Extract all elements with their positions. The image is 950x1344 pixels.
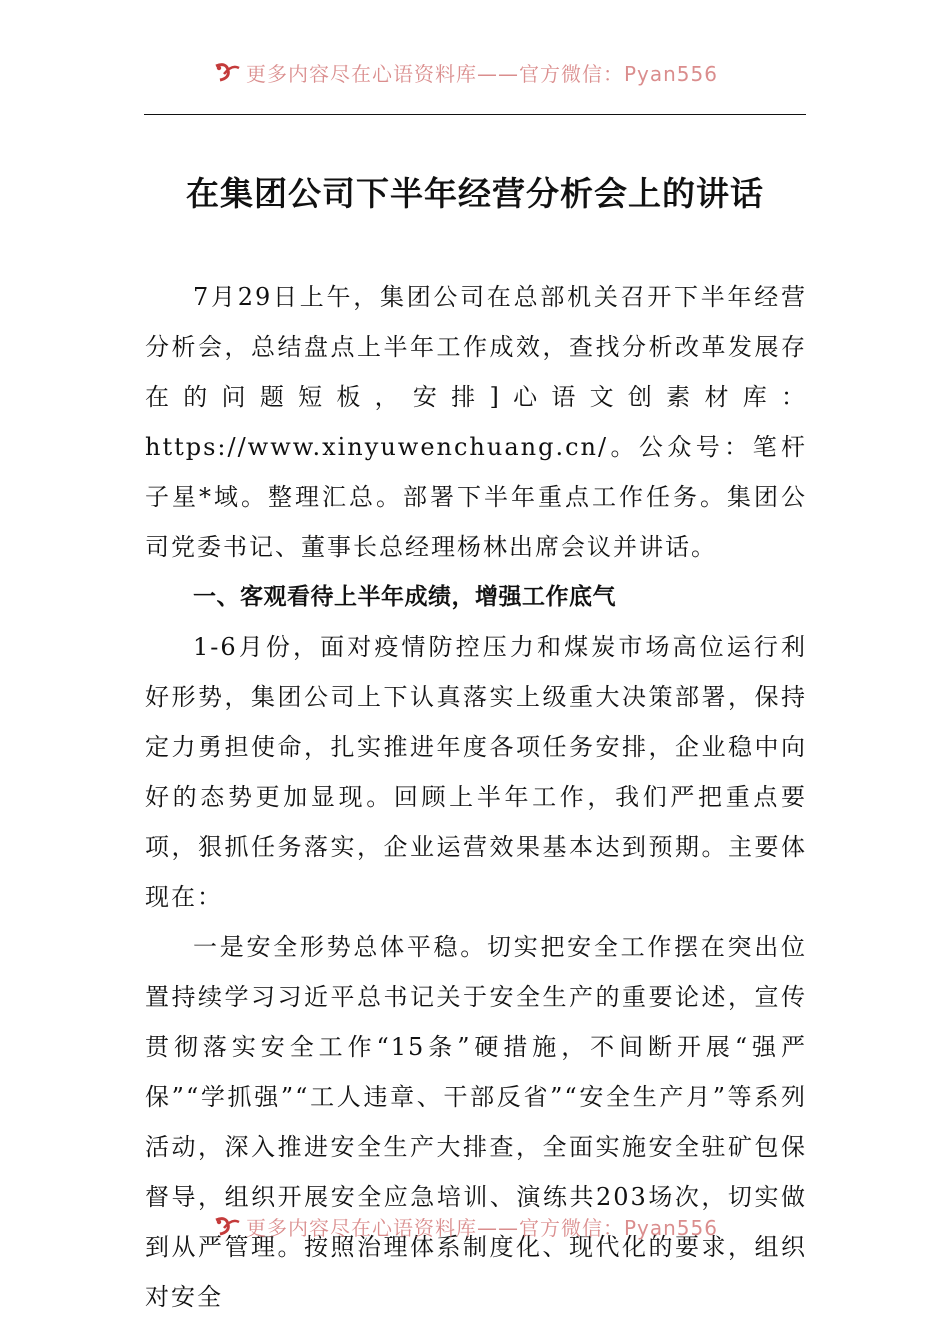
section-heading-1: 一、客观看待上半年成绩，增强工作底气 <box>193 584 616 610</box>
watermark-text: 更多内容尽在心语资料库——官方微信：Pyan556 <box>245 1215 718 1240</box>
watermark-logo-icon <box>212 60 242 84</box>
watermark-logo-icon <box>212 1214 242 1238</box>
header-rule <box>144 114 806 115</box>
header-watermark <box>0 52 950 92</box>
paragraph-intro: 7月29日上午，集团公司在总部机关召开下半年经营分析会，总结盘点上半年工作成效，查找分析改革发展存在的问题短板，安排]心语文创素材库：https://www.xinyuwenchuang.cn/。公众号：笔杆子星*域。整理汇总。部署下半年重点工作任务。集团公司党委书记、董事长总经理杨林出席会议并讲话。 <box>145 283 807 561</box>
paragraph-overview: 1-6月份，面对疫情防控压力和煤炭市场高位运行利好形势，集团公司上下认真落实上级重大决策部署，保持定力勇担使命，扎实推进年度各项任务安排，企业稳中向好的态势更加显现。回顾上半年工作，我们严把重点要项，狠抓任务落实，企业运营效果基本达到预期。主要体现在： <box>145 633 807 911</box>
document-title: 在集团公司下半年经营分析会上的讲话 <box>186 174 764 213</box>
footer-watermark <box>0 1206 950 1246</box>
paragraph-safety: 一是安全形势总体平稳。切实把安全工作摆在突出位置持续学习习近平总书记关于安全生产的重要论述，宣传贯彻落实安全工作“15条”硬措施，不间断开展“强严保”“学抓强”“工人违章、干部反省”“安全生产月”等系列活动，深入推进安全生产大排查，全面实施安全驻矿包保督导，组织开展安全应急培训、演练共203场次，切实做到从严管理。按照治理体系制度化、现代化的要求，组织对安全 <box>145 933 807 1311</box>
document-body <box>145 272 807 1322</box>
watermark-text: 更多内容尽在心语资料库——官方微信：Pyan556 <box>245 61 718 86</box>
